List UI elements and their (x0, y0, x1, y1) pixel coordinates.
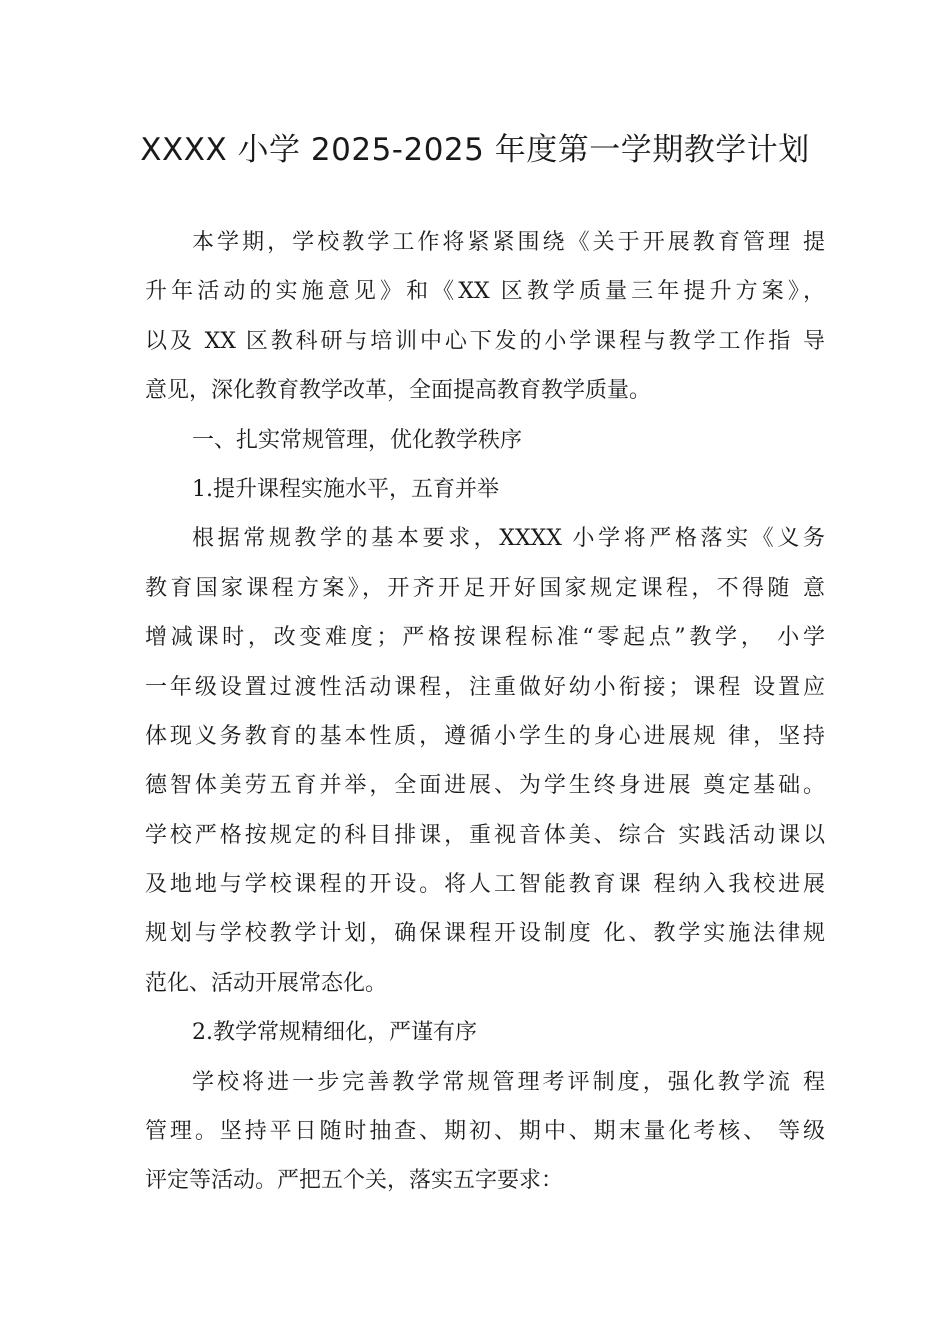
body-line: 德智体美劳五育并举，全面进展、为学生终身进展 奠定基础。 (145, 773, 825, 799)
subsection-heading: 2.教学常规精细化，严谨有序 (192, 1020, 477, 1046)
body-line: 体现义务教育的基本性质，遵循小学生的身心进展规 律，坚持 (145, 723, 825, 749)
body-line: 及地地与学校课程的开设。将人工智能教育课 程纳入我校进展 (145, 872, 825, 898)
body-line: 范化、活动开展常态化。 (145, 970, 388, 996)
section-heading: 一、扎实常规管理，优化教学秩序 (192, 427, 523, 453)
body-line: 学校将进一步完善教学常规管理考评制度，强化教学流 程 (192, 1069, 825, 1095)
document-title: XXXX 小学 2025-2025 年度第一学期教学计划 (140, 132, 810, 168)
body-line: 以及 XX 区教科研与培训中心下发的小学课程与教学工作指 导 (145, 328, 825, 354)
document-body (145, 218, 825, 1206)
body-line: 规划与学校教学计划，确保课程开设制度 化、教学实施法律规 (145, 921, 825, 947)
body-line: 评定等活动。严把五个关，落实五字要求： (145, 1168, 564, 1194)
subsection-heading: 1.提升课程实施水平，五育并举 (192, 476, 499, 502)
body-line: 一年级设置过渡性活动课程，注重做好幼小衔接；课程 设置应 (145, 674, 825, 700)
body-line: 意见，深化教育教学改革，全面提高教育教学质量。 (145, 378, 652, 404)
body-line: 本学期，学校教学工作将紧紧围绕《关于开展教育管理 提 (192, 230, 825, 255)
body-line: 升年活动的实施意见》和《XX 区教学质量三年提升方案》， (145, 279, 825, 305)
body-line: 根据常规教学的基本要求，XXXX 小学将严格落实《义务 (192, 526, 825, 552)
body-line: 管理。坚持平日随时抽查、期初、期中、期末量化考核、 等级 (145, 1119, 825, 1145)
body-line: 增减课时，改变难度；严格按课程标准“零起点”教学， 小学 (145, 625, 825, 651)
body-line: 教育国家课程方案》，开齐开足开好国家规定课程，不得随 意 (145, 575, 825, 601)
body-line: 学校严格按规定的科目排课，重视音体美、综合 实践活动课以 (145, 822, 825, 848)
